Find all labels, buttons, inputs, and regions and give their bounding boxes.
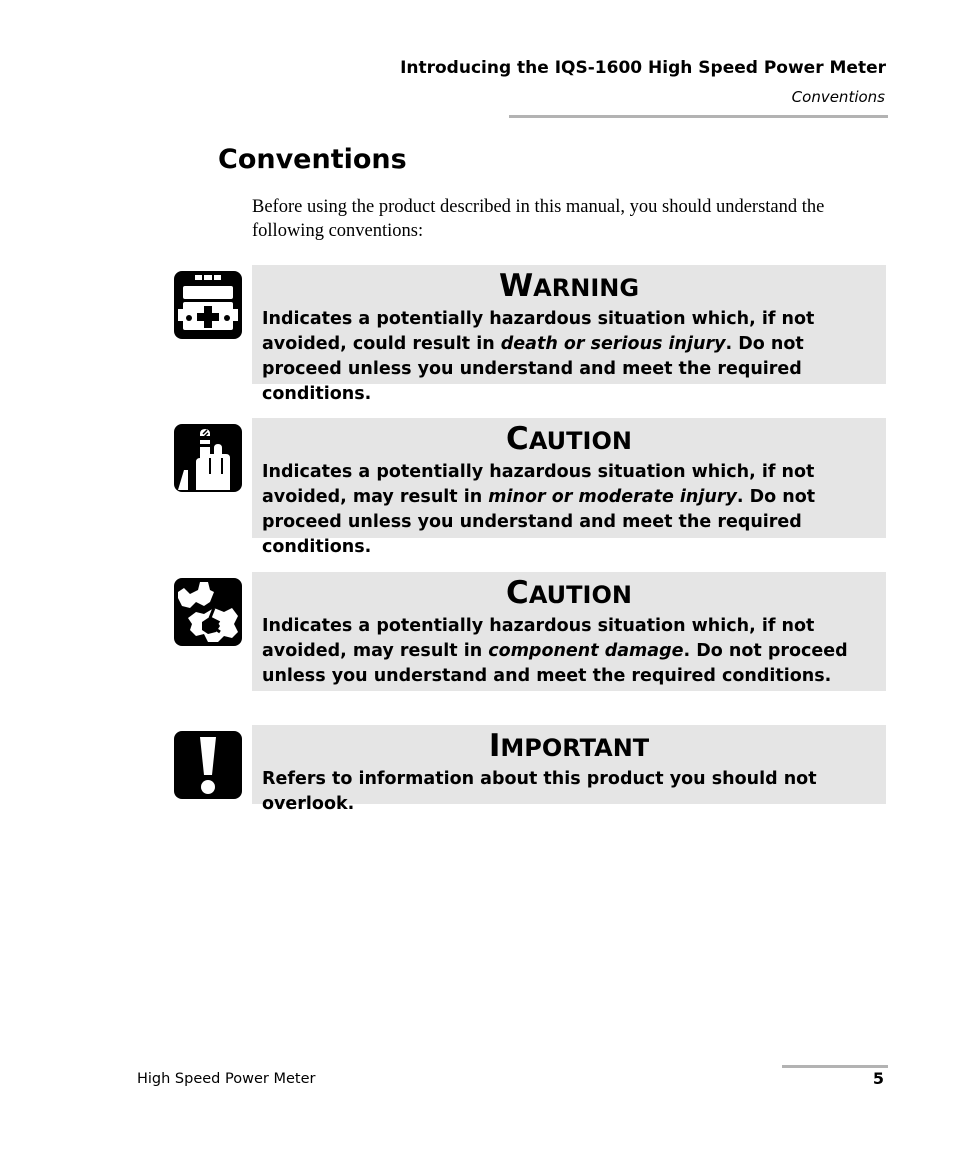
warning-ambulance-icon bbox=[174, 271, 242, 339]
intro-paragraph: Before using the product described in this manual, you should understand the following conventions: bbox=[252, 197, 825, 241]
warning-text: Indicates a potentially hazardous situation which, if not avoided, could result in death or serious injury. Do not proceed unless you understand and meet the required conditions. bbox=[262, 309, 815, 404]
caution-injury-title: CAUTION bbox=[506, 421, 632, 457]
caution-injury-box bbox=[252, 418, 886, 557]
warning-box bbox=[252, 265, 886, 404]
important-text: Refers to information about this product you should not overlook. bbox=[262, 769, 817, 814]
warning-title: WARNING bbox=[498, 268, 640, 304]
important-title: IMPORTANT bbox=[488, 728, 650, 764]
caution-injured-hand-icon bbox=[174, 424, 242, 492]
important-box bbox=[252, 725, 886, 814]
running-header-title: Introducing the IQS-1600 High Speed Power Meter bbox=[400, 58, 886, 78]
caution-damage-title: CAUTION bbox=[506, 575, 632, 611]
footer-rule bbox=[782, 1065, 888, 1068]
section-heading: Conventions bbox=[218, 144, 407, 175]
footer-product-name: High Speed Power Meter bbox=[137, 1071, 316, 1087]
caution-damage-box bbox=[252, 572, 886, 691]
important-exclamation-icon bbox=[174, 731, 242, 799]
running-header-section: Conventions bbox=[791, 88, 885, 106]
caution-damage-text: Indicates a potentially hazardous situation which, if not avoided, may result in component damage. Do not proceed unless you understand and meet the required conditions. bbox=[262, 616, 848, 686]
header-rule bbox=[509, 115, 888, 118]
caution-injury-text: Indicates a potentially hazardous situation which, if not avoided, may result in minor or moderate injury. Do not proceed unless you understand and meet the required conditions. bbox=[262, 462, 816, 557]
caution-broken-gear-icon bbox=[174, 578, 242, 646]
page-number: 5 bbox=[872, 1069, 884, 1088]
